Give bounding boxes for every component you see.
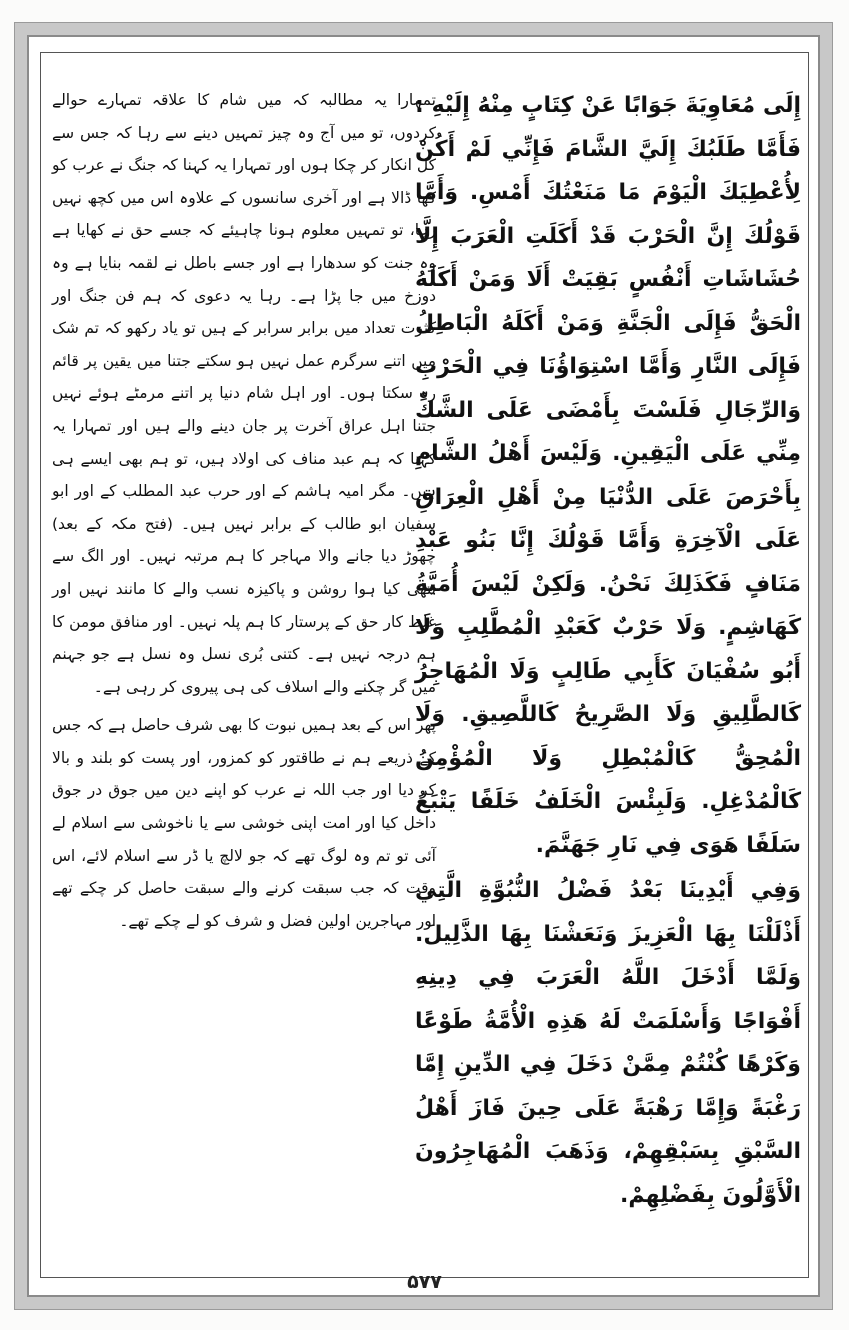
- urdu-paragraph: تمہارا یہ مطالبہ کہ میں شام کا علاقہ تمہارے حوالے کردوں، تو میں آج وہ چیز تمہیں دینے سے رہا کہ جس سے کل انکار کر چکا ہوں اور تمہارا یہ کہنا کہ جنگ نے عرب کو کھا ڈالا ہے اور آخری سانسوں کے علاوہ اس میں کچھ نہیں رہا، تو تمہیں معلوم ہونا چاہیئے کہ جسے حق نے کھایا ہے وہ جنت کو سدھارا ہے اور جسے باطل نے لقمہ بنایا ہے وہ دوزخ میں جا پڑا ہے۔ رہا یہ دعوی کہ ہم فن جنگ اور کثرت تعداد میں برابر سرابر کے ہیں تو یاد رکھو کہ تم شک میں اتنے سرگرم عمل نہیں ہو سکتے جتنا میں یقین پر قائم رہ سکتا ہوں۔ اور اہل شام دنیا پر اتنے مرمٹے ہوئے نہیں جتنا اہل عراق آخرت پر جان دینے والے ہیں اور تمہارا یہ کہنا کہ ہم عبد مناف کی اولاد ہیں، تو ہم بھی ایسے ہی ہیں۔ مگر امیہ ہاشم کے اور حرب عبد المطلب کے اور ابو سفیان ابو طالب کے برابر نہیں ہیں۔ (فتح مکہ کے بعد) چھوڑ دیا جانے والا مہاجر کا ہم مرتبہ نہیں۔ اور الگ سے نتھی کیا ہوا روشن و پاکیزہ نسب والے کا مانند نہیں اور غلط کار حق کے پرستار کا ہم پلہ نہیں۔ اور منافق مومن کا ہم درجہ نہیں ہے۔ کتنی بُری نسل وہ نسل ہے جو جہنم میں گر چکنے والے اسلاف کی ہی پیروی کر رہی ہے۔: [52, 91, 436, 696]
- urdu-paragraph: پھر اس کے بعد ہمیں نبوت کا بھی شرف حاصل ہے کہ جس کے ذریعے ہم نے طاقتور کو کمزور، اور پست کو بلند و بالا کر دیا اور جب اللہ نے عرب کو اپنے دین میں جوق در جوق داخل کیا اور امت اپنی خوشی سے یا ناخوشی سے اسلام لے آئی تو تم وہ لوگ تھے کہ جو لالچ یا ڈر سے اسلام لائے، اس وقت کہ جب سبقت کرنے والے سبقت حاصل کر چکے تھے اور مہاجرین اولین فضل و شرف کو لے چکے تھے۔: [52, 716, 436, 930]
- arabic-paragraph: إِلَى مُعَاوِيَةَ جَوَابًا عَنْ كِتَابٍ مِنْهُ إِلَيْهِ : فَأَمَّا طَلَبُكَ إِلَيَّ الشَّامَ فَإِنِّي لَمْ أَكُنْ لِأُعْطِيَكَ الْيَوْمَ مَا مَنَعْتُكَ أَمْسِ. وَأَمَّا قَوْلُكَ إِنَّ الْحَرْبَ قَدْ أَكَلَتِ الْعَرَبَ إِلَّا حُشَاشَاتِ أَنْفُسٍ بَقِيَتْ أَلَا وَمَنْ أَكَلَهُ الْحَقُّ فَإِلَى الْجَنَّةِ وَمَنْ أَكَلَهُ الْبَاطِلُ فَإِلَى النَّارِ وَأَمَّا اسْتِوَاؤُنَا فِي الْحَرْبِ وَالرِّجَالِ فَلَسْتَ بِأَمْضَى عَلَى الشَّكِّ مِنِّي عَلَى الْيَقِينِ. وَلَيْسَ أَهْلُ الشَّامِ بِأَحْرَصَ عَلَى الدُّنْيَا مِنْ أَهْلِ الْعِرَاقِ عَلَى الْآخِرَةِ وَأَمَّا قَوْلُكَ إِنَّا بَنُو عَبْدِ مَنَافٍ فَكَذَلِكَ نَحْنُ. وَلَكِنْ لَيْسَ أُمَيَّةُ كَهَاشِمٍ. وَلَا حَرْبٌ كَعَبْدِ الْمُطَّلِبِ وَلَا أَبُو سُفْيَانَ كَأَبِي طَالِبٍ وَلَا الْمُهَاجِرُ كَالطَّلِيقِ وَلَا الصَّرِيحُ كَاللَّصِيقِ. وَلَا الْمُحِقُّ كَالْمُبْطِلِ وَلَا الْمُؤْمِنُ كَالْمُدْغِلِ. وَلَبِئْسَ الْخَلَفُ خَلَفًا يَتْبَعُ سَلَفًا هَوَى فِي نَارِ جَهَنَّمَ.: [415, 93, 801, 858]
- arabic-paragraph: وَفِي أَيْدِينَا بَعْدُ فَضْلُ النُّبُوَّةِ الَّتِي أَذْلَلْنَا بِهَا الْعَزِيزَ وَنَعَشْنَا بِهَا الذَّلِيلَ. وَلَمَّا أَدْخَلَ اللَّهُ الْعَرَبَ فِي دِينِهِ أَفْوَاجًا وَأَسْلَمَتْ لَهُ هَذِهِ الْأُمَّةُ طَوْعًا وَكَرْهًا كُنْتُمْ مِمَّنْ دَخَلَ فِي الدِّينِ إِمَّا رَغْبَةً وَإِمَّا رَهْبَةً عَلَى حِينَ فَازَ أَهْلُ السَّبْقِ بِسَبْقِهِمْ، وَذَهَبَ الْمُهَاجِرُونَ الْأَوَّلُونَ بِفَضْلِهِمْ.: [415, 878, 801, 1208]
- page-number: ۵۷۷: [407, 1271, 442, 1293]
- urdu-translation-column: [52, 84, 436, 937]
- arabic-text-column: [415, 84, 801, 1217]
